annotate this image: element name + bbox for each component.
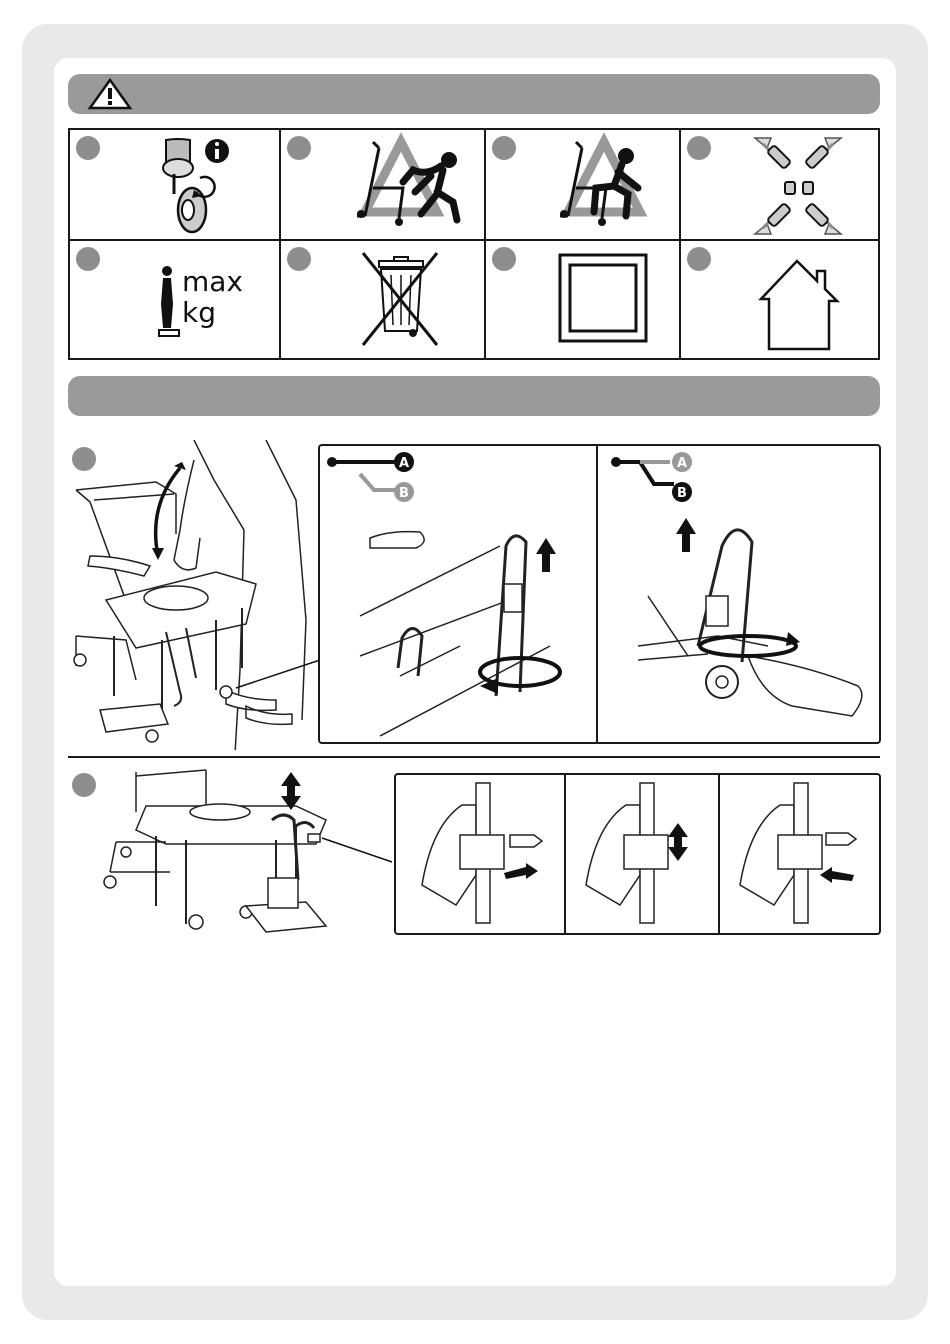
double-insulation-square-icon	[486, 241, 681, 358]
lock-position-a-illustration	[320, 446, 596, 744]
step-number-dot	[76, 247, 100, 271]
step-2-detail-panel	[394, 773, 881, 935]
label-badges-panel-b	[670, 452, 694, 504]
step-2-chair-illustration	[96, 766, 396, 942]
assembly-header-band	[68, 376, 880, 416]
step-1-detail-panel	[318, 444, 881, 744]
symbol-cell-6	[281, 241, 486, 358]
warning-triangle-icon	[68, 74, 880, 114]
symbol-cell-1	[70, 130, 281, 241]
pinch-hazard-sitting-icon	[486, 130, 681, 241]
pinch-hazard-lifting-icon	[281, 130, 486, 241]
symbol-cell-8	[681, 241, 878, 358]
label-badges-panel-a	[392, 452, 416, 504]
castor-orientation-arrows-icon	[681, 130, 878, 241]
label-b: B	[677, 486, 687, 501]
insert-pin-illustration	[720, 775, 881, 935]
symbol-cell-5	[70, 241, 281, 358]
kg-label: kg	[182, 296, 216, 329]
label-a: A	[398, 456, 410, 471]
crossed-out-wheelie-bin-icon	[281, 241, 486, 358]
section-divider	[68, 756, 880, 758]
warning-header-band	[68, 74, 880, 114]
symbol-cell-4	[681, 130, 878, 241]
step-1-chair-illustration	[66, 440, 326, 750]
max-label: max	[182, 265, 244, 298]
lock-position-b-illustration	[598, 446, 881, 744]
indoor-use-house-icon	[681, 241, 878, 358]
label-a: A	[676, 456, 688, 471]
symbol-grid	[68, 128, 880, 360]
symbol-cell-2	[281, 130, 486, 241]
symbol-cell-7	[486, 241, 681, 358]
label-b: B	[399, 486, 409, 501]
caster-wheel-info-icon	[70, 130, 281, 241]
adjust-height-illustration	[566, 775, 718, 935]
remove-pin-illustration	[396, 775, 564, 935]
symbol-cell-3	[486, 130, 681, 241]
max-user-weight-icon	[70, 241, 281, 358]
step-2-dot	[72, 773, 96, 797]
